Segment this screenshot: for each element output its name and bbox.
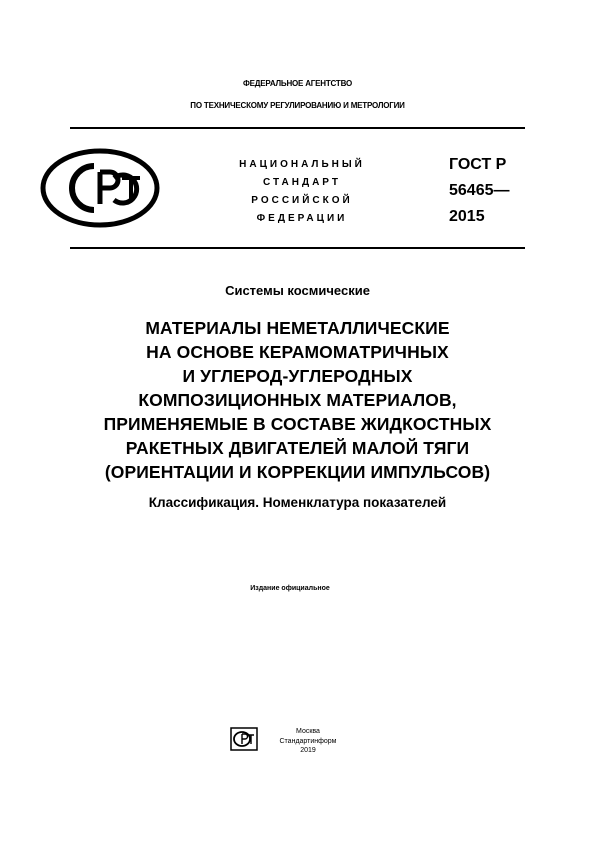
gost-designation xyxy=(449,152,510,230)
title-line: РАКЕТНЫХ ДВИГАТЕЛЕЙ МАЛОЙ ТЯГИ xyxy=(125,438,470,458)
gost-number: 56465— xyxy=(449,182,510,199)
gost-year: 2015 xyxy=(449,208,485,225)
standartinform-logo-icon xyxy=(230,727,258,751)
title-line: ПРИМЕНЯЕМЫЕ В СОСТАВЕ ЖИДКОСТНЫХ xyxy=(103,414,492,434)
national-standard-line: РОССИЙСКОЙ xyxy=(251,195,353,206)
document-subtitle: Классификация. Номенклатура показателей xyxy=(148,495,447,510)
national-standard-line: ФЕДЕРАЦИИ xyxy=(256,213,348,224)
national-standard-block xyxy=(222,156,382,228)
rst-certification-mark-icon xyxy=(40,148,160,228)
document-series: Системы космические xyxy=(225,283,370,298)
header-top-rule xyxy=(70,127,525,129)
publisher-block xyxy=(268,727,348,756)
title-line: НА ОСНОВЕ КЕРАМОМАТРИЧНЫХ xyxy=(146,342,449,362)
national-standard-line: СТАНДАРТ xyxy=(263,177,341,188)
title-line: (ОРИЕНТАЦИИ И КОРРЕКЦИИ ИМПУЛЬСОВ) xyxy=(104,462,491,482)
publisher-year: 2019 xyxy=(300,747,316,754)
gost-prefix: ГОСТ Р xyxy=(449,156,507,173)
title-line: КОМПОЗИЦИОННЫХ МАТЕРИАЛОВ, xyxy=(138,390,457,410)
national-standard-line: НАЦИОНАЛЬНЫЙ xyxy=(239,159,365,170)
publisher-city: Москва xyxy=(296,728,320,735)
agency-name-line1: ФЕДЕРАЛЬНОЕ АГЕНТСТВО xyxy=(242,79,352,88)
title-line: МАТЕРИАЛЫ НЕМЕТАЛЛИЧЕСКИЕ xyxy=(145,318,450,338)
header-bottom-rule xyxy=(70,247,525,249)
edition-label: Издание официальное xyxy=(250,585,330,592)
document-title xyxy=(40,316,555,484)
agency-name-line2: ПО ТЕХНИЧЕСКОМУ РЕГУЛИРОВАНИЮ И МЕТРОЛОГИИ xyxy=(190,101,405,110)
publisher-name: Стандартинформ xyxy=(279,737,337,745)
title-line: И УГЛЕРОД-УГЛЕРОДНЫХ xyxy=(182,366,413,386)
